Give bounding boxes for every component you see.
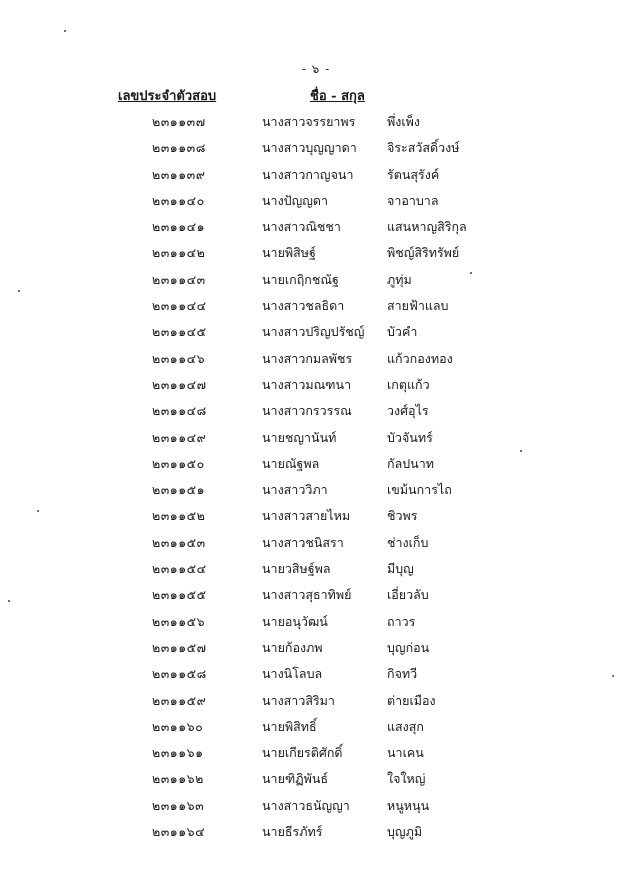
surname: จิระสวัสดิ์วงษ์ <box>387 140 460 156</box>
first-name: นางสาวบุญญาดา <box>262 140 357 156</box>
first-name: นายวสิษฐ์พล <box>262 561 331 577</box>
exam-id: ๒๓๑๑๔๒ <box>152 245 206 261</box>
exam-id: ๒๓๑๑๔๘ <box>152 403 207 419</box>
table-row <box>0 401 632 427</box>
exam-id: ๒๓๑๑๕๖ <box>152 613 206 629</box>
surname: กิจทวี <box>387 666 418 682</box>
exam-id: ๒๓๑๑๔๗ <box>152 376 207 392</box>
first-name: นางสาวณิชชา <box>262 219 341 235</box>
table-header <box>0 85 632 107</box>
surname: สายฟ้าแลบ <box>387 298 449 314</box>
first-name: นางนิโลบล <box>262 666 323 682</box>
first-name: นางสาวธนัญญา <box>262 797 350 813</box>
table-row <box>0 191 632 217</box>
table-row <box>0 454 632 480</box>
surname: นาเคน <box>387 745 424 761</box>
table-row <box>0 559 632 585</box>
exam-id: ๒๓๑๑๖๓ <box>152 797 205 813</box>
exam-id: ๒๓๑๑๖๔ <box>152 824 206 840</box>
first-name: นายณัฐพล <box>262 455 320 471</box>
table-row <box>0 822 632 848</box>
table-row <box>0 138 632 164</box>
exam-id: ๒๓๑๑๕๘ <box>152 666 207 682</box>
scan-speck <box>64 30 66 32</box>
surname: ชิวพร <box>387 508 418 524</box>
first-name: นายอนุวัฒน์ <box>262 613 328 629</box>
surname: จาอาบาล <box>387 192 439 208</box>
table-row <box>0 638 632 664</box>
exam-id: ๒๓๑๑๔๑ <box>152 219 206 235</box>
surname: กัลปนาท <box>387 455 434 471</box>
first-name: นางสาวชนิสรา <box>262 534 344 550</box>
surname: มีบุญ <box>387 561 414 577</box>
surname: แก้วกองทอง <box>387 350 453 366</box>
first-name: นายธีรภัทร์ <box>262 824 323 840</box>
exam-id: ๒๓๑๑๖๐ <box>152 718 204 734</box>
scan-speck <box>37 510 39 512</box>
first-name: นางปัญญดา <box>262 192 329 208</box>
scan-speck <box>520 450 522 452</box>
scan-speck <box>18 290 20 292</box>
table-row <box>0 612 632 638</box>
surname: บุญภูมิ <box>387 824 423 840</box>
surname: ภูทุ่ม <box>387 271 412 287</box>
surname: หนูหนุน <box>387 797 430 813</box>
surname: รัตนสุรังค์ <box>387 166 440 182</box>
surname: บัวคำ <box>387 324 418 340</box>
first-name: นางสาววิภา <box>262 482 328 498</box>
table-row <box>0 533 632 559</box>
first-name: นางสาวสิริมา <box>262 692 335 708</box>
table-row <box>0 717 632 743</box>
surname: เขม้นการไถ <box>387 482 452 498</box>
surname: ต่ายเมือง <box>387 692 436 708</box>
first-name: นางสาวกาญจนา <box>262 166 354 182</box>
exam-id: ๒๓๑๑๖๒ <box>152 771 204 787</box>
exam-id: ๒๓๑๑๔๐ <box>152 192 205 208</box>
table-row <box>0 428 632 454</box>
first-name: นายเกฤิกชณัฐ <box>262 271 339 287</box>
table-row <box>0 506 632 532</box>
table-row <box>0 243 632 269</box>
surname: ถาวร <box>387 613 416 629</box>
first-name: นางสาวสายไหม <box>262 508 351 524</box>
scan-speck <box>612 675 614 677</box>
table-row <box>0 217 632 243</box>
table-row <box>0 796 632 822</box>
page-number: - ๖ - <box>301 62 331 76</box>
exam-id: ๒๓๑๑๔๓ <box>152 271 206 287</box>
table-row <box>0 112 632 138</box>
exam-id: ๒๓๑๑๔๕ <box>152 324 207 340</box>
exam-id: ๒๓๑๑๔๔ <box>152 298 207 314</box>
surname: ช่างเก็บ <box>387 534 429 550</box>
exam-id: ๒๓๑๑๔๖ <box>152 350 206 366</box>
table-row <box>0 165 632 191</box>
exam-id: ๒๓๑๑๕๑ <box>152 482 206 498</box>
surname: เกตุแก้ว <box>387 376 430 392</box>
table-row <box>0 691 632 717</box>
table-row <box>0 664 632 690</box>
exam-id: ๒๓๑๑๕๓ <box>152 534 206 550</box>
surname: พิชญ์สิริทรัพย์ <box>387 245 460 261</box>
table-row <box>0 322 632 348</box>
first-name: นายชญานันท์ <box>262 429 337 445</box>
exam-id: ๒๓๑๑๕๒ <box>152 508 206 524</box>
exam-id: ๒๓๑๑๓๘ <box>152 140 206 156</box>
surname: บัวจันทร์ <box>387 429 433 445</box>
table-row <box>0 270 632 296</box>
exam-id: ๒๓๑๑๓๙ <box>152 166 206 182</box>
first-name: นางสาวมณฑนา <box>262 376 352 392</box>
surname: บุญก่อน <box>387 639 430 655</box>
table-row <box>0 769 632 795</box>
table-row <box>0 375 632 401</box>
first-name: นายพิสิทธิ์ <box>262 718 317 734</box>
surname: ใจใหญ่ <box>387 771 426 787</box>
first-name: นางสาวกมลพัชร <box>262 350 353 366</box>
first-name: นางสาวกรวรรณ <box>262 403 352 419</box>
table-row <box>0 480 632 506</box>
surname: แสนหาญสิริกุล <box>387 219 467 235</box>
exam-id: ๒๓๑๑๕๗ <box>152 639 207 655</box>
surname: วงศ์อุไร <box>387 403 429 419</box>
candidate-list <box>0 112 632 848</box>
header-exam-id: เลขประจำตัวสอบ <box>118 89 217 104</box>
exam-id: ๒๓๑๑๕๐ <box>152 455 205 471</box>
exam-id: ๒๓๑๑๔๙ <box>152 429 207 445</box>
scan-speck <box>470 272 472 274</box>
first-name: นายพิสิษฐ์ <box>262 245 316 261</box>
exam-id: ๒๓๑๑๕๕ <box>152 587 207 603</box>
table-row <box>0 349 632 375</box>
exam-id: ๒๓๑๑๓๗ <box>152 114 206 129</box>
table-row <box>0 585 632 611</box>
first-name: นางสาวชลธิดา <box>262 298 345 314</box>
exam-id: ๒๓๑๑๕๙ <box>152 692 207 708</box>
exam-id: ๒๓๑๑๕๔ <box>152 561 207 577</box>
table-row <box>0 296 632 322</box>
first-name: นางสาวสุธาทิพย์ <box>262 587 352 603</box>
first-name: นายก้องภพ <box>262 639 323 655</box>
table-row <box>0 743 632 769</box>
scan-speck <box>8 600 10 602</box>
first-name: นายเกียรติศักดิ์ <box>262 745 343 761</box>
exam-id: ๒๓๑๑๖๑ <box>152 745 204 761</box>
first-name: นางสาวจรรยาพร <box>262 114 356 129</box>
header-full-name: ชื่อ - สกุล <box>310 89 365 104</box>
first-name: นายฑิฏิพันธ์ <box>262 771 329 787</box>
surname: แสงสุก <box>387 718 424 734</box>
surname: เอี่ยวลับ <box>387 587 429 603</box>
surname: พึ่งเพ็ง <box>387 114 420 129</box>
first-name: นางสาวปริญปรัชญ์ <box>262 324 365 340</box>
